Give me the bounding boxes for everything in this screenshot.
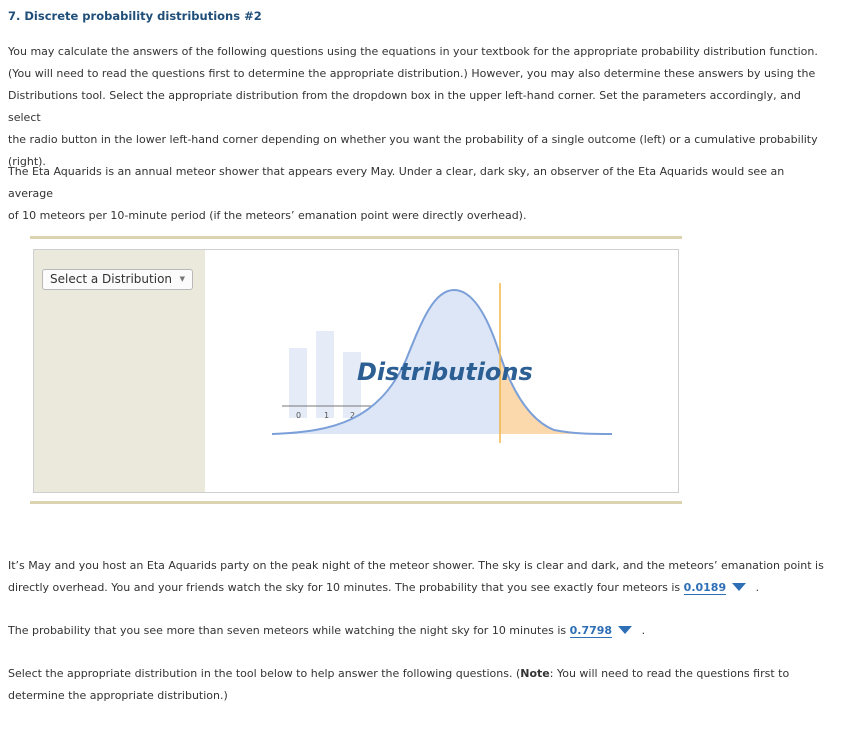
- scenario-line: of 10 meteors per 10-minute period (if the meteors’ emanation point were directly overhead).: [8, 209, 527, 222]
- sentence-end: .: [755, 581, 760, 594]
- sentence-end: .: [641, 624, 646, 637]
- histogram-bar: [289, 348, 307, 418]
- intro-line: You may calculate the answers of the following questions using the equations in your textbook for the appropriate probability distribution function.: [8, 45, 818, 58]
- intro-line: the radio button in the lower left-hand corner depending on whether you want the probability of a single outcome (left) or a cumulative probability: [8, 133, 818, 146]
- distribution-select-label: Select a Distribution: [50, 272, 173, 286]
- question-3-text: Select the appropriate distribution in the tool below to help answer the following questions. (: [8, 667, 521, 680]
- question-3-text: : You will need to read the questions first to: [549, 667, 790, 680]
- dropdown-arrow-icon: [618, 626, 632, 634]
- note-label: Note: [520, 667, 550, 680]
- question-1-text: directly overhead. You and your friends watch the sky for 10 minutes. The probability that you see exactly four meteors is: [8, 581, 681, 594]
- question-3-line: determine the appropriate distribution.): [8, 689, 228, 702]
- question-1: [8, 555, 832, 599]
- intro-line: (You will need to read the questions first to determine the appropriate distribution.) However, you may also determine these answers by using the: [8, 67, 816, 80]
- tool-bottom-rule: [30, 501, 682, 504]
- tool-top-rule: [30, 236, 682, 239]
- answer-value: 0.0189: [683, 581, 727, 594]
- answer-dropdown-1[interactable]: [684, 581, 750, 594]
- chevron-down-icon: ▼: [179, 275, 185, 283]
- answer-dropdown-2[interactable]: [570, 624, 636, 637]
- question-3-line: [8, 663, 832, 685]
- intro-paragraph: [8, 41, 832, 173]
- axis-tick-label: 1: [324, 411, 330, 420]
- axis-tick-label: 0: [296, 411, 302, 420]
- histogram-bar: [316, 331, 334, 418]
- distributions-logo-graphic: [34, 250, 678, 492]
- question-2-text: The probability that you see more than seven meteors while watching the night sky for 10 minutes is: [8, 624, 567, 637]
- intro-line: Distributions tool. Select the appropriate distribution from the dropdown box in the upper left-hand corner. Set the parameters accordingly, and select: [8, 89, 801, 124]
- answer-value: 0.7798: [569, 624, 613, 637]
- question-1-line: [8, 577, 832, 599]
- question-3: [8, 663, 832, 707]
- dropdown-arrow-icon: [732, 583, 746, 591]
- question-1-line: It’s May and you host an Eta Aquarids party on the peak night of the meteor shower. The sky is clear and dark, and the meteors’ emanation point is: [8, 559, 824, 572]
- intro-line: (right).: [8, 155, 46, 168]
- distributions-tool: [33, 249, 679, 493]
- question-2: [8, 620, 832, 642]
- scenario-line: The Eta Aquarids is an annual meteor shower that appears every May. Under a clear, dark sky, an observer of the Eta Aquarids would see an average: [8, 165, 785, 200]
- axis-tick-label: 2: [350, 411, 356, 420]
- distributions-logo-text: Distributions: [357, 358, 533, 386]
- scenario-paragraph: [8, 161, 832, 227]
- question-title: 7. Discrete probability distributions #2: [8, 9, 262, 23]
